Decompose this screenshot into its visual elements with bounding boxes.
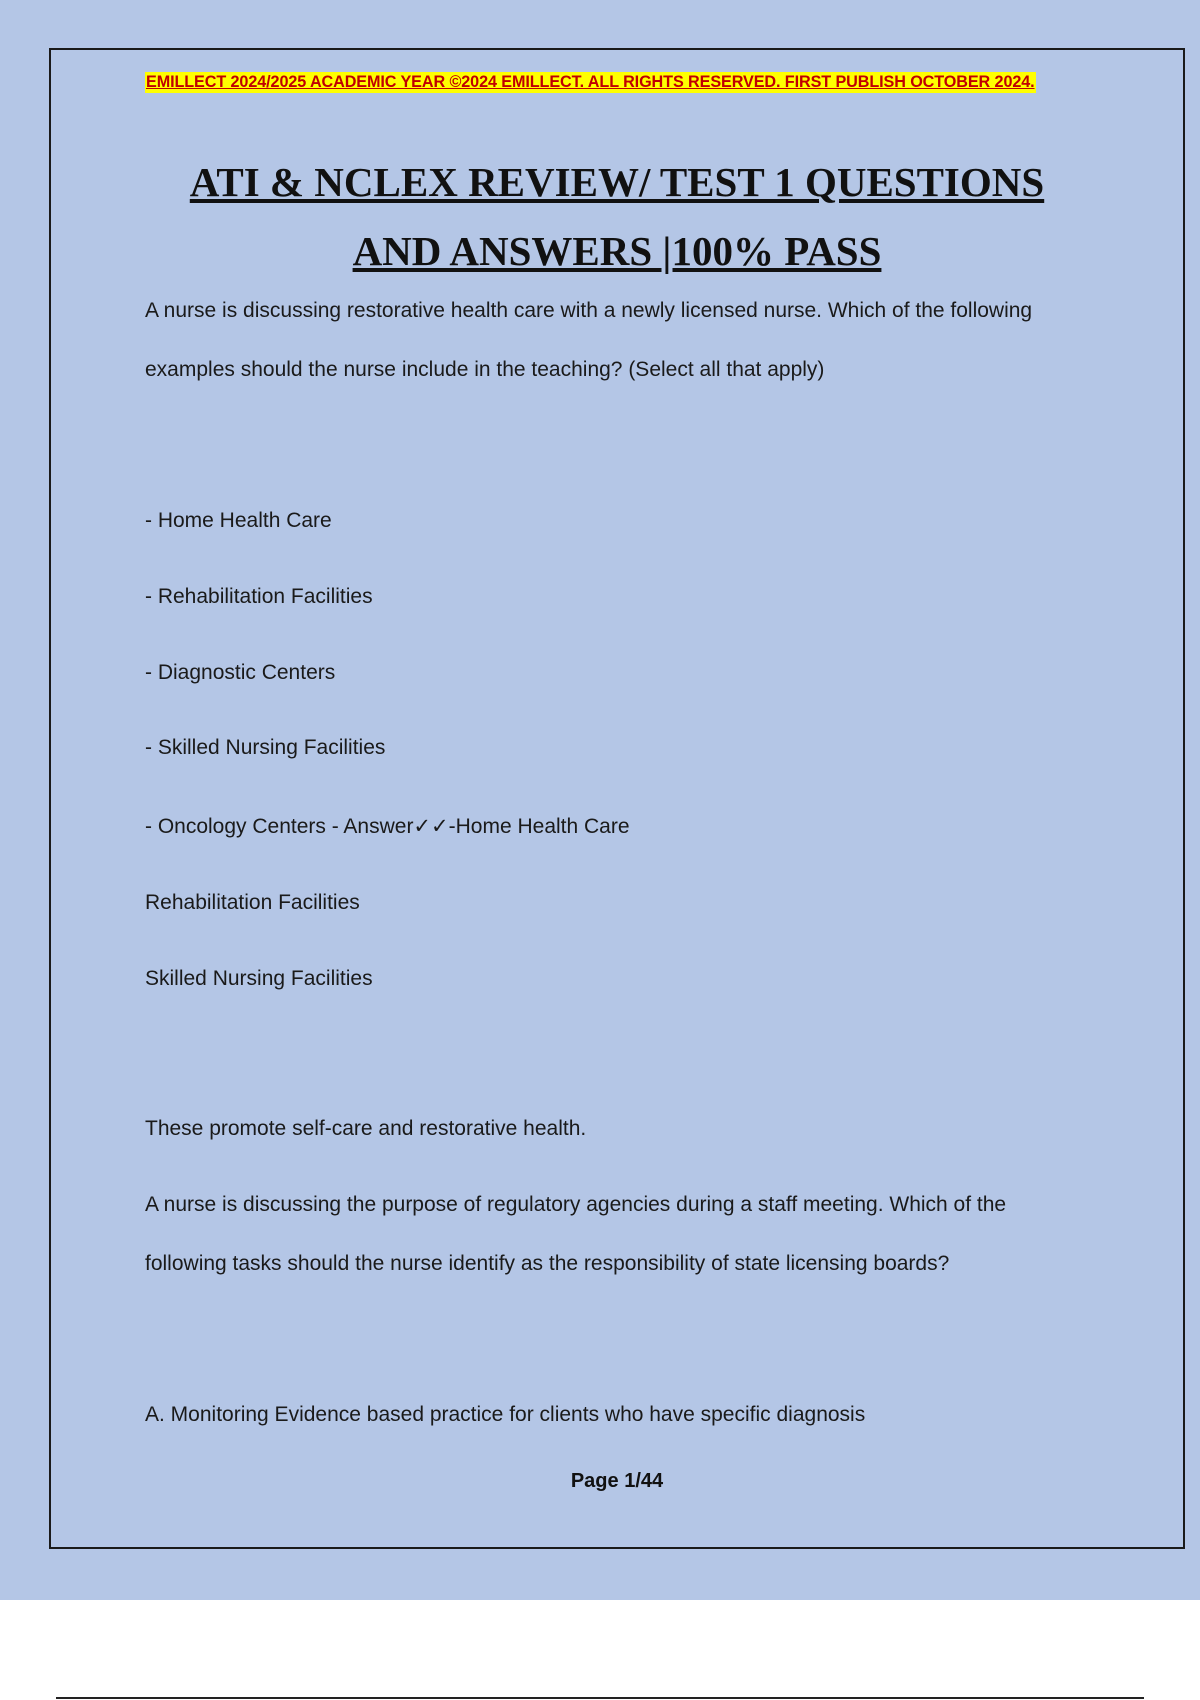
question-1-option: - Diagnostic Centers	[145, 661, 336, 684]
question-1-option: - Skilled Nursing Facilities	[145, 736, 386, 759]
question-1-answer-line: Rehabilitation Facilities	[145, 891, 360, 914]
question-1-rationale: These promote self-care and restorative health.	[145, 1117, 587, 1140]
question-1-option: - Rehabilitation Facilities	[145, 585, 373, 608]
question-2-stem-line-1: A nurse is discussing the purpose of regulatory agencies during a staff meeting. Which of the	[145, 1193, 1007, 1216]
question-1-stem-line-2: examples should the nurse include in the teaching? (Select all that apply)	[145, 358, 825, 381]
bottom-divider	[56, 1697, 1144, 1699]
copyright-notice: EMILLECT 2024/2025 ACADEMIC YEAR ©2024 EMILLECT. ALL RIGHTS RESERVED. FIRST PUBLISH OCTOBER 2024.	[146, 73, 1035, 91]
question-1-stem-line-1: A nurse is discussing restorative health care with a newly licensed nurse. Which of the following	[145, 299, 1033, 322]
document-title-line-2: AND ANSWERS |100% PASS	[352, 228, 882, 274]
question-1-option-with-answer: - Oncology Centers - Answer✓✓-Home Health Care	[145, 815, 630, 838]
question-1-option: - Home Health Care	[145, 509, 332, 532]
document-title-line-1: ATI & NCLEX REVIEW/ TEST 1 QUESTIONS	[189, 159, 1045, 205]
question-1-answer-line: Skilled Nursing Facilities	[145, 967, 373, 990]
question-2-stem-line-2: following tasks should the nurse identify as the responsibility of state licensing boards?	[145, 1252, 950, 1275]
page-number: Page 1/44	[570, 1470, 664, 1492]
question-2-option-a: A. Monitoring Evidence based practice for clients who have specific diagnosis	[145, 1403, 866, 1426]
